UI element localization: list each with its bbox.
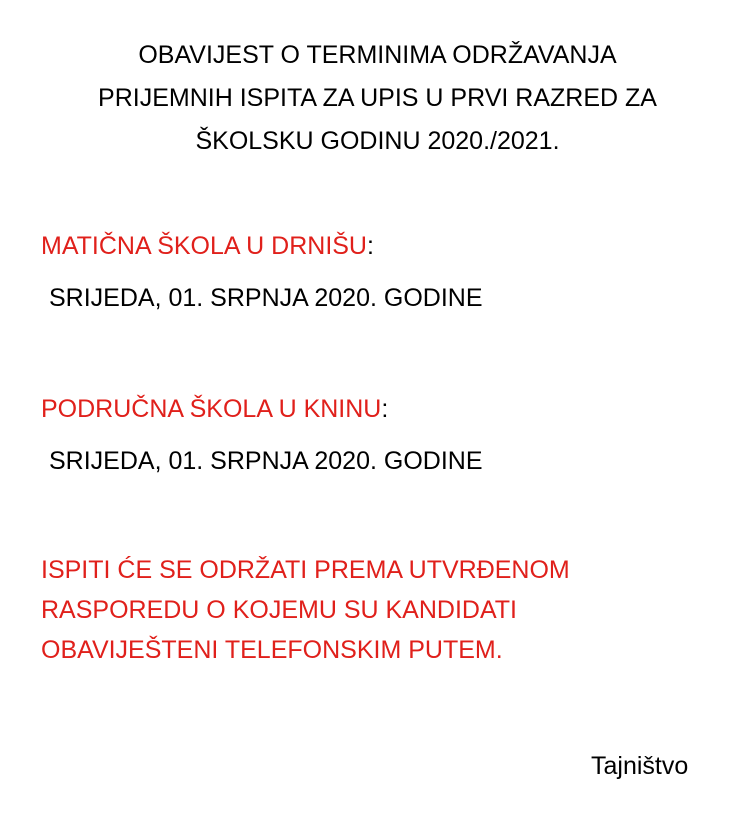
notice-title [0,34,755,163]
section-label-drnis-text: MATIČNA ŠKOLA U DRNIŠU [41,232,367,260]
section-label-knin [41,393,388,425]
notice-line-2: RASPOREDU O KOJEMU SU KANDIDATI [41,596,517,624]
notice-line-3: OBAVIJEŠTENI TELEFONSKIM PUTEM. [41,636,503,664]
section-label-knin-colon: : [381,395,389,423]
notice-line-1: ISPITI ĆE SE ODRŽATI PREMA UTVRĐENOM [41,556,570,584]
section-date-drnis: SRIJEDA, 01. SRPNJA 2020. GODINE [49,284,483,312]
signature: Tajništvo [591,752,689,780]
title-line-1: OBAVIJEST O TERMINIMA ODRŽAVANJA [138,41,617,69]
section-label-knin-text: PODRUČNA ŠKOLA U KNINU [41,395,382,423]
exam-notice [41,550,570,670]
title-line-3: ŠKOLSKU GODINU 2020./2021. [195,127,560,155]
section-label-drnis-colon: : [367,232,374,260]
section-label-drnis [41,230,374,262]
title-line-2: PRIJEMNIH ISPITA ZA UPIS U PRVI RAZRED ZA [98,84,657,112]
section-date-knin: SRIJEDA, 01. SRPNJA 2020. GODINE [49,447,483,475]
